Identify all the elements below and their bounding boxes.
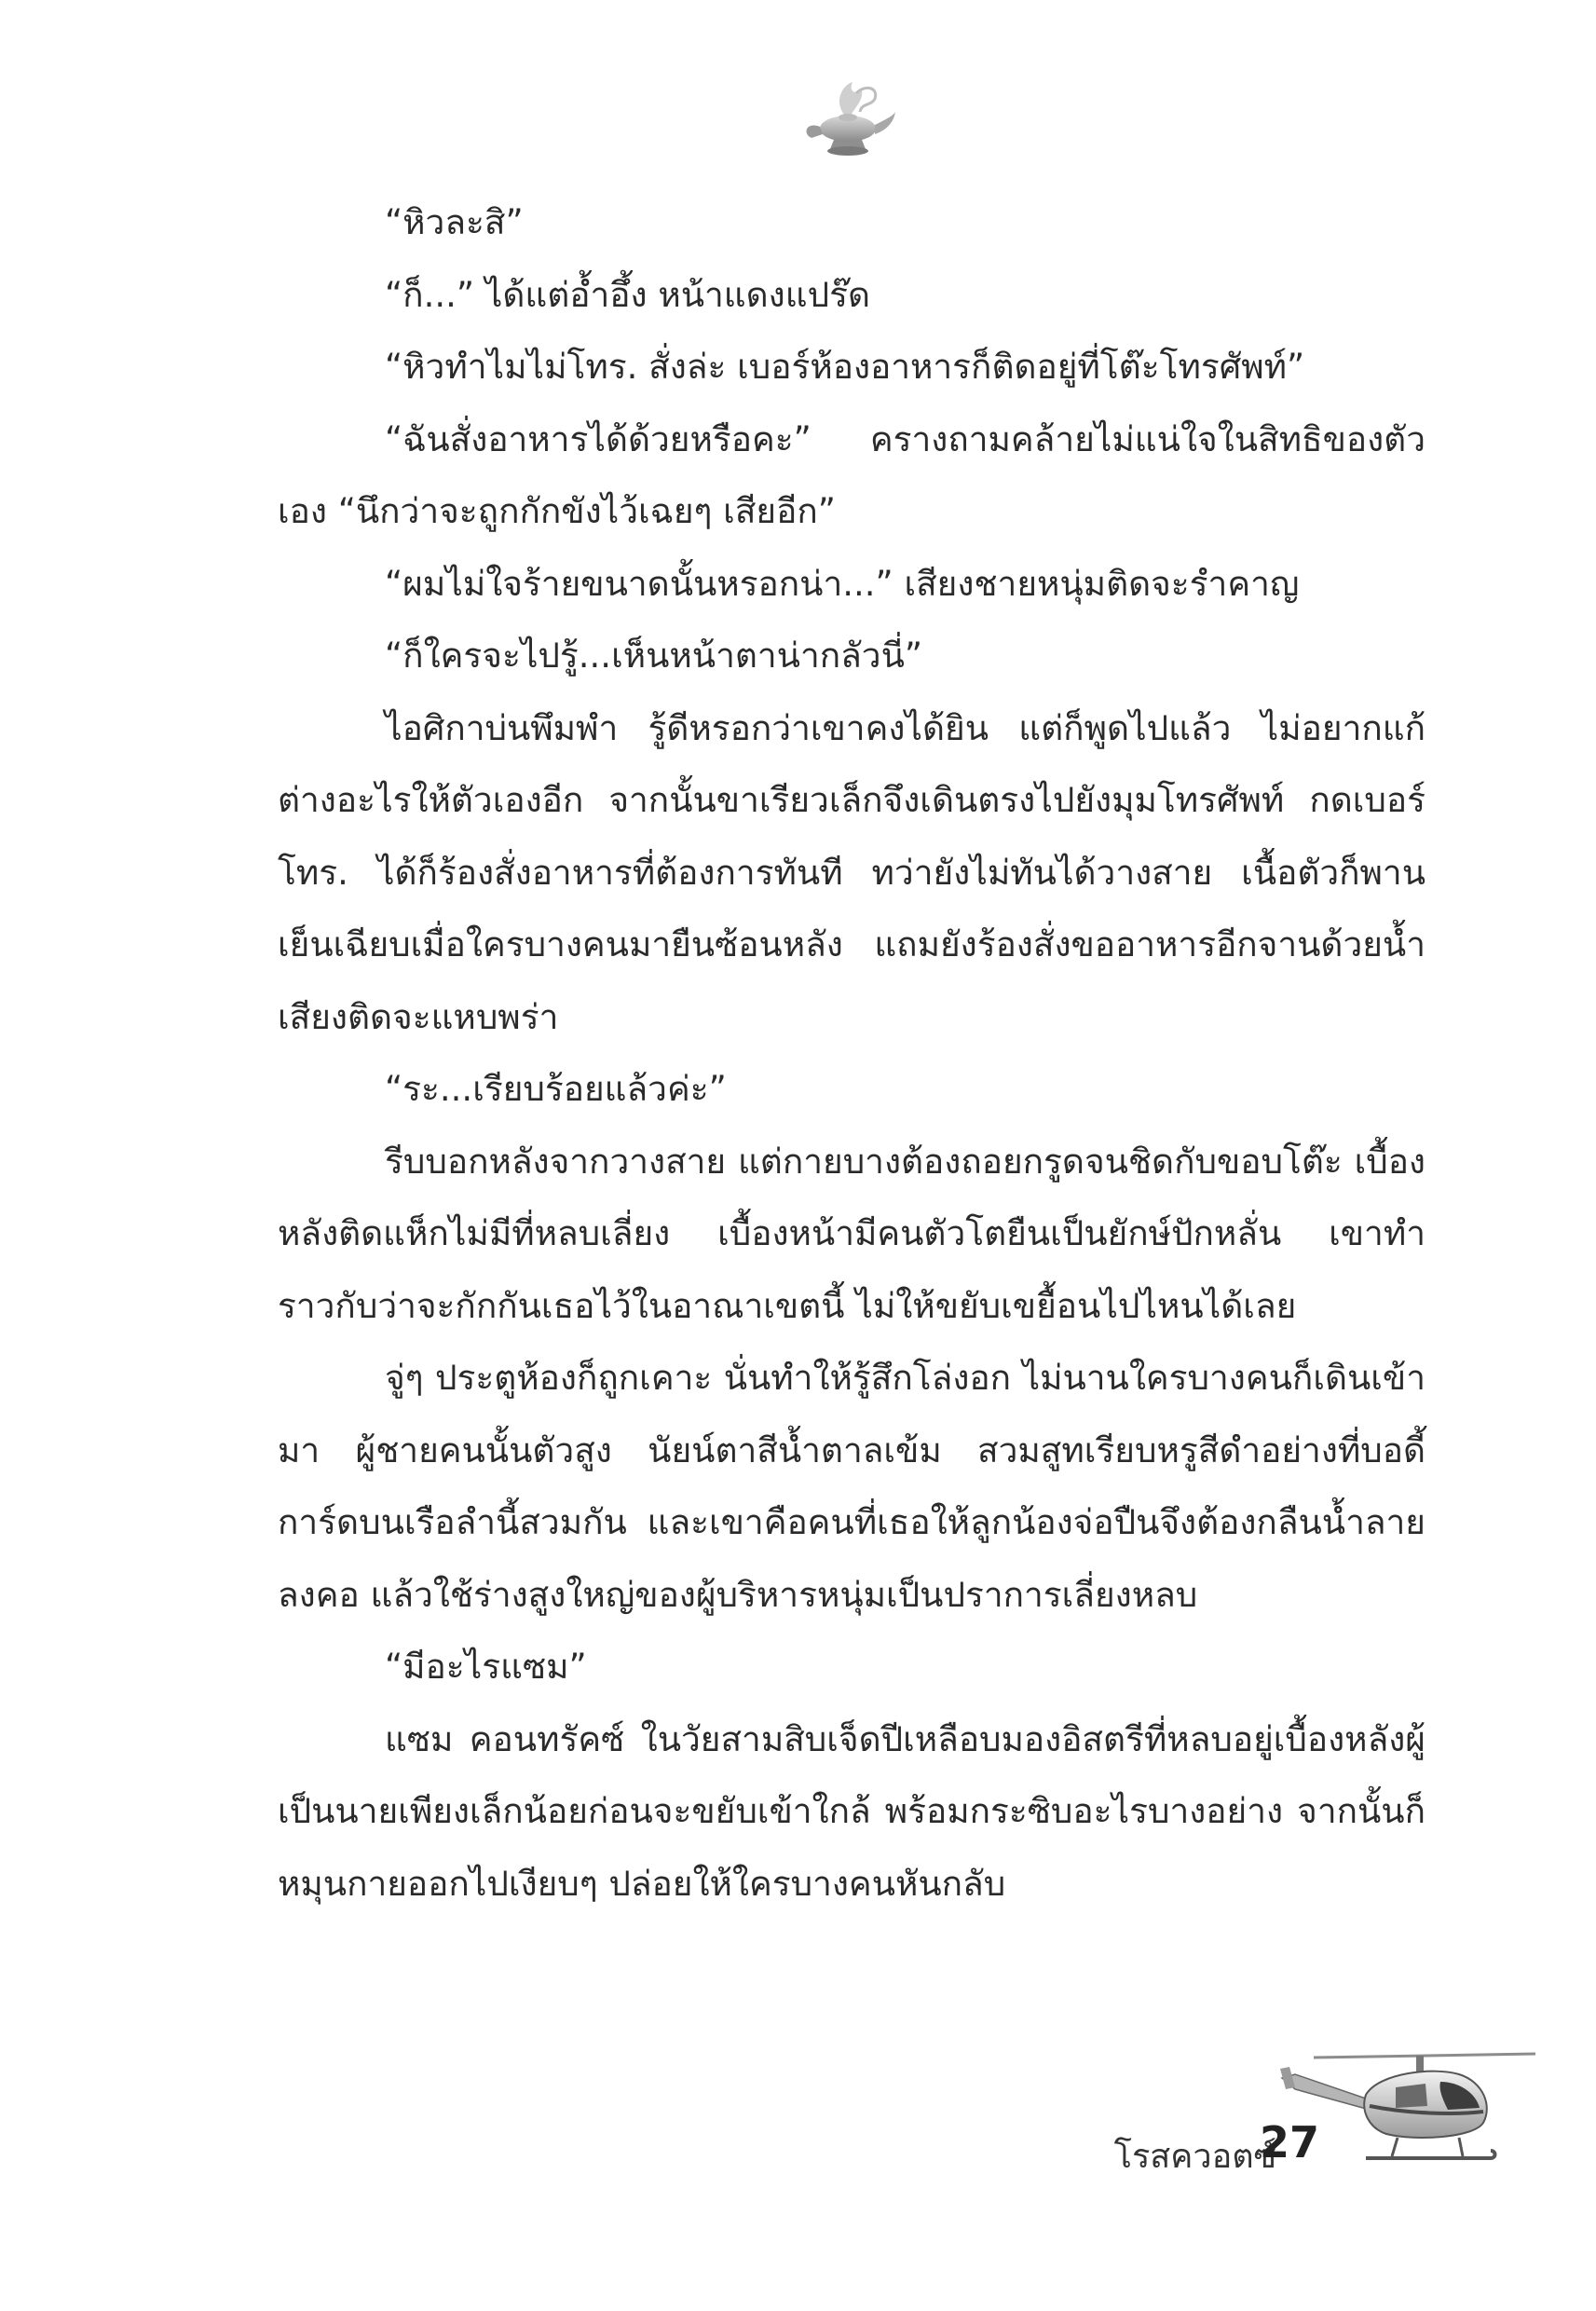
page-number: 27 (1260, 2117, 1320, 2167)
paragraph: “หิวทำไมไม่โทร. สั่งล่ะ เบอร์ห้องอาหารก็ติดอยู่ที่โต๊ะโทรศัพท์” (385, 347, 1305, 387)
paragraph: “ก็...” ได้แต่อ้ำอึ้ง หน้าแดงแปร๊ด (385, 274, 870, 315)
paragraph: “ก็ใครจะไปรู้...เห็นหน้าตาน่ากลัวนี่” (385, 636, 923, 676)
paragraph: “ผมไม่ใจร้ายขนาดนั้นหรอกน่า...” เสียงชายหนุ่มติดจะรำคาญ (385, 563, 1300, 604)
helicopter-icon (1276, 2041, 1537, 2171)
genie-lamp-icon (797, 75, 899, 168)
paragraph: ไอศิกาบ่นพึมพำ รู้ดีหรอกว่าเขาคงได้ยิน แต่ก็พูดไปแล้ว ไม่อยากแก้ต่างอะไรให้ตัวเองอีก จากนั้นขาเรียวเล็กจึงเดินตรงไปยังมุมโทรศัพท์ กดเบอร์โทร. ได้ก็ร้องสั่งอาหารที่ต้องการทันที ทว่ายังไม่ทันได้วางสาย เนื้อตัวก็พานเย็นเฉียบเมื่อใครบางคนมายืนซ้อนหลัง แถมยังร้องสั่งขออาหารอีกจานด้วยน้ำเสียงติดจะแหบพร่า (278, 707, 1425, 1037)
paragraph: “ฉันสั่งอาหารได้ด้วยหรือคะ” ครางถามคล้ายไม่แน่ใจในสิทธิของตัวเอง “นึกว่าจะถูกกักขังไว้เฉยๆ เสียอีก” (278, 418, 1425, 531)
paragraph: “มีอะไรแซม” (385, 1647, 587, 1687)
body-text (278, 186, 1425, 1920)
paragraph: แซม คอนทรัคซ์ ในวัยสามสิบเจ็ดปีเหลือบมองอิสตรีที่หลบอยู่เบื้องหลังผู้เป็นนายเพียงเล็กน้อยก่อนจะขยับเข้าใกล้ พร้อมกระซิบอะไรบางอย่าง จากนั้นก็หมุนกายออกไปเงียบๆ ปล่อยให้ใครบางคนหันกลับ (278, 1718, 1425, 1904)
paragraph: รีบบอกหลังจากวางสาย แต่กายบางต้องถอยกรูดจนชิดกับขอบโต๊ะ เบื้องหลังติดแห็กไม่มีที่หลบเลี่ยง เบื้องหน้ามีคนตัวโตยืนเป็นยักษ์ปักหลั่น เขาทำราวกับว่าจะกักกันเธอไว้ในอาณาเขตนี้ ไม่ให้ขยับเขยื้อนไปไหนได้เลย (278, 1141, 1425, 1326)
paragraph: “หิวละสิ” (385, 202, 524, 242)
book-title: โรสควอตซ์ (1113, 2138, 1276, 2176)
paragraph: “ระ...เรียบร้อยแล้วค่ะ” (385, 1069, 727, 1109)
paragraph: จู่ๆ ประตูห้องก็ถูกเคาะ นั่นทำให้รู้สึกโล่งอก ไม่นานใครบางคนก็เดินเข้ามา ผู้ชายคนนั้นตัวสูง นัยน์ตาสีน้ำตาลเข้ม สวมสูทเรียบหรูสีดำอย่างที่บอดี้การ์ดบนเรือลำนี้สวมกัน และเขาคือคนที่เธอให้ลูกน้องจ่อปืนจึงต้องกลืนน้ำลายลงคอ แล้วใช้ร่างสูงใหญ่ของผู้บริหารหนุ่มเป็นปราการเลี่ยงหลบ (278, 1358, 1425, 1615)
